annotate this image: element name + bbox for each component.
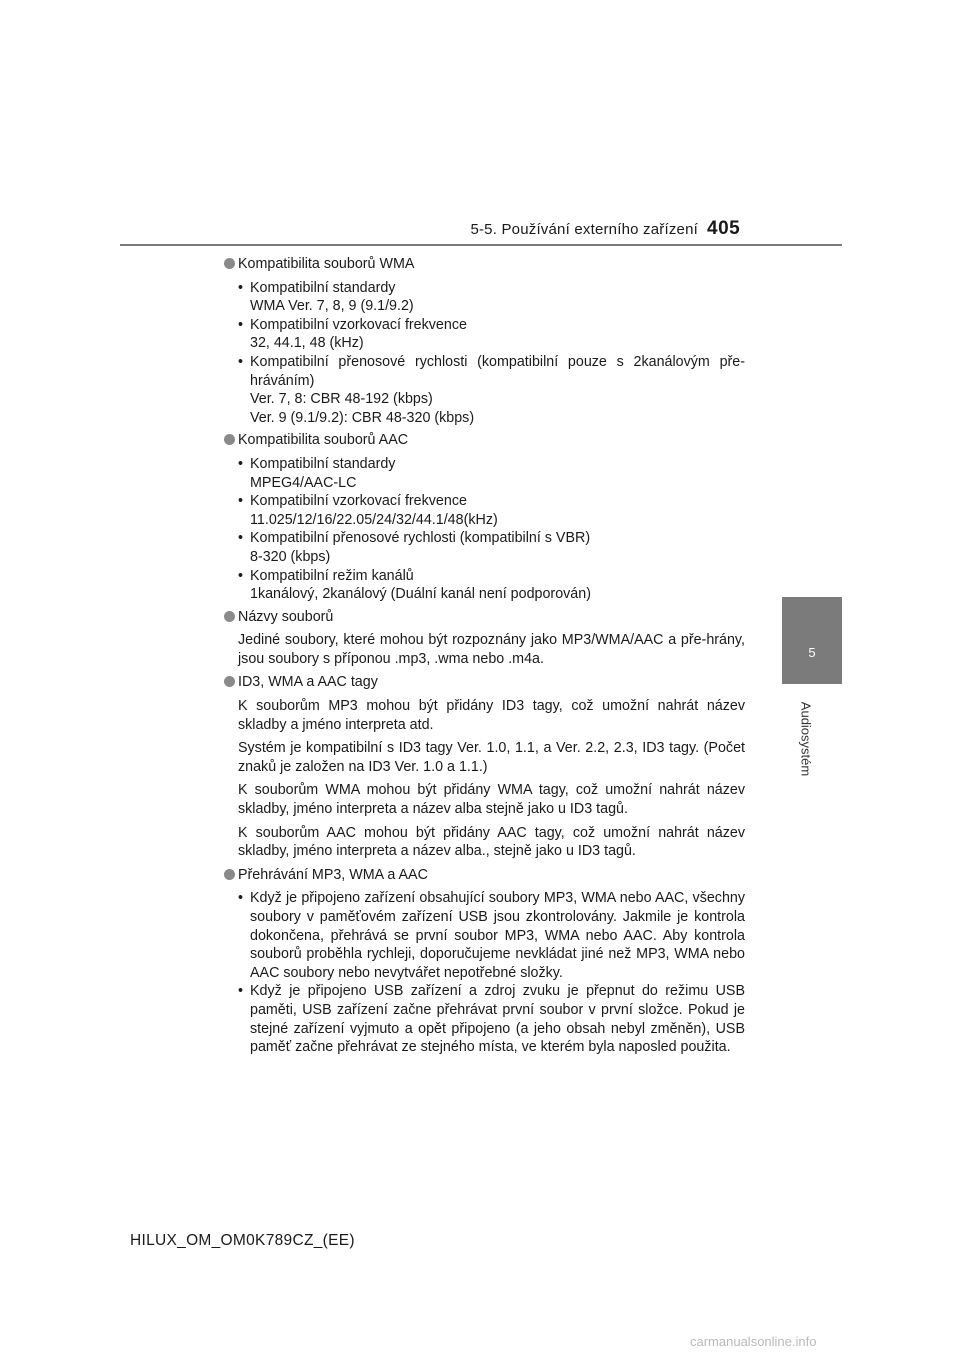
bullet-dot-icon [224, 611, 235, 622]
section-aac [224, 431, 745, 603]
bullet-icon: • [238, 353, 244, 370]
page-number: 405 [707, 218, 741, 239]
section-tags [224, 673, 745, 860]
item-text: MPEG4/AAC-LC [250, 474, 357, 491]
bullet-icon: • [238, 983, 244, 1000]
header-rule [120, 244, 842, 246]
list-item [238, 529, 745, 566]
document-code: HILUX_OM_OM0K789CZ_(EE) [130, 1232, 355, 1249]
bullet-dot-icon [224, 434, 235, 445]
bullet-dot-icon [224, 258, 235, 269]
paragraph-group [224, 697, 745, 861]
paragraph: K souborům WMA mohou být přidány WMA tagy, což umožní nahrát název skladby, jméno interpreta a název alba stejně jako u ID3 tagů. [238, 782, 745, 818]
chapter-number: 5 [808, 645, 816, 660]
chapter-label-text: Audiosystém [798, 701, 814, 777]
paragraph: Systém je kompatibilní s ID3 tagy Ver. 1.0, 1.1, a Ver. 2.2, 2.3, ID3 tagy. (Počet znaků je založen na ID3 Ver. 1.0 a 1.1.) [238, 740, 745, 775]
list-item [238, 982, 745, 1056]
list-item [238, 567, 745, 604]
section-playback [224, 866, 745, 1057]
list-item [238, 316, 745, 353]
main-content [224, 255, 745, 1061]
item-text: 11.025/12/16/22.05/24/32/44.1/48(kHz) [250, 511, 498, 528]
list-item [238, 279, 745, 316]
item-text: 8-320 (kbps) [250, 548, 331, 565]
paragraph-group [224, 631, 745, 668]
item-text: Když je připojeno USB zařízení a zdroj zvuku je přepnut do režimu USB paměti, USB zařízení začne přehrávat první soubor v první složce. Pokud je stejné zařízení vyjmuto a opět připojeno (a jeho obsah nebyl změněn), USB paměť začne přehrávat ze stejného místa, ve kterém byla naposled použita. [250, 983, 745, 1056]
item-text: Kompatibilní standardy [250, 455, 396, 472]
section-heading-text: Kompatibilita souborů WMA [238, 256, 415, 272]
bullet-icon: • [238, 279, 244, 296]
item-text: WMA Ver. 7, 8, 9 (9.1/9.2) [250, 298, 414, 315]
section-heading-text: Přehrávání MP3, WMA a AAC [238, 866, 428, 883]
section-names [224, 608, 745, 669]
item-list [224, 889, 745, 1056]
chapter-label [797, 694, 815, 784]
section-heading [224, 431, 745, 450]
chapter-tab [782, 597, 842, 684]
item-list [224, 279, 745, 428]
watermark: carmanualsonline.info [690, 1334, 817, 1349]
item-text: Ver. 9 (9.1/9.2): CBR 48-320 (kbps) [250, 409, 475, 426]
bullet-dot-icon [224, 676, 235, 687]
paragraph: K souborům MP3 mohou být přidány ID3 tagy, což umožní nahrát název skladby a jméno interpreta atd. [238, 698, 745, 733]
list-item [238, 353, 745, 427]
item-list [224, 455, 745, 604]
paragraph: K souborům AAC mohou být přidány AAC tagy, což umožní nahrát název skladby, jméno interpreta a název alba., stejně jako u ID3 tagů. [238, 824, 745, 860]
item-text: Kompatibilní režim kanálů [250, 567, 414, 584]
section-wma [224, 255, 745, 427]
bullet-icon: • [238, 530, 244, 547]
item-text: 32, 44.1, 48 (kHz) [250, 335, 364, 352]
section-heading-text: Názvy souborů [238, 608, 334, 625]
item-text: Kompatibilní přenosové rychlosti (kompatibilní s VBR) [250, 530, 591, 547]
item-text: Kompatibilní standardy [250, 279, 396, 296]
item-text: Kompatibilní přenosové rychlosti (kompatibilní pouze s 2kanálovým pře-hráváním) [250, 353, 745, 389]
bullet-dot-icon [224, 869, 235, 880]
list-item [238, 492, 745, 529]
section-heading-text: Kompatibilita souborů AAC [238, 432, 409, 449]
bullet-icon: • [238, 455, 244, 472]
item-text: Když je připojeno zařízení obsahující soubory MP3, WMA nebo AAC, všechny soubory v paměťovém zařízení USB jsou zkontrolovány. Jakmile je kontrola dokončena, přehrává se první soubor MP3, WMA nebo AAC. Aby kontrola souborů proběhla rychleji, doporučujeme nevkládat jiné než MP3, WMA nebo AAC soubory nebo nevytvářet nepotřebné složky. [250, 890, 745, 981]
bullet-icon: • [238, 890, 244, 907]
section-heading [224, 866, 745, 885]
section-title: 5-5. Používání externího zařízení [470, 221, 698, 238]
paragraph: Jediné soubory, které mohou být rozpoznány jako MP3/WMA/AAC a pře-hrány, jsou soubory s příponou .mp3, .wma nebo .m4a. [238, 632, 745, 667]
bullet-icon: • [238, 493, 244, 510]
bullet-icon: • [238, 567, 244, 584]
section-heading [224, 255, 745, 274]
section-heading-text: ID3, WMA a AAC tagy [238, 674, 378, 691]
item-text: Ver. 7, 8: CBR 48-192 (kbps) [250, 391, 433, 408]
item-text: 1kanálový, 2kanálový (Duální kanál není podporován) [250, 586, 591, 603]
list-item [238, 889, 745, 982]
list-item [238, 455, 745, 492]
item-text: Kompatibilní vzorkovací frekvence [250, 316, 467, 333]
section-heading [224, 608, 745, 627]
bullet-icon: • [238, 316, 244, 333]
section-heading [224, 673, 745, 692]
item-text: Kompatibilní vzorkovací frekvence [250, 493, 467, 510]
